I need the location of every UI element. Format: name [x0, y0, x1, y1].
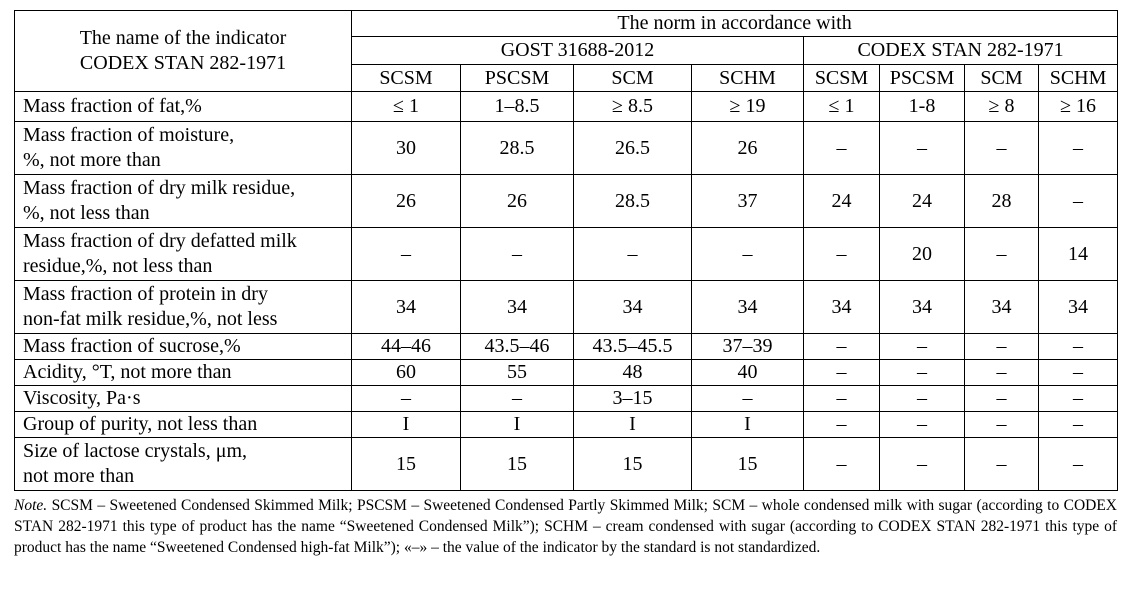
value-cell-codex-scsm: –	[804, 122, 880, 175]
value-cell-codex-scsm: –	[804, 360, 880, 386]
column-header-codex-scm: SCM	[965, 65, 1039, 92]
value-cell-gost-scm: 48	[574, 360, 692, 386]
value-cell-gost-scm: I	[574, 412, 692, 438]
value-cell-codex-scm: –	[965, 386, 1039, 412]
value-cell-codex-scsm: –	[804, 386, 880, 412]
value-cell-codex-pscsm: –	[880, 412, 965, 438]
indicator-name-cell	[15, 360, 352, 386]
value-cell-gost-pscsm: I	[461, 412, 574, 438]
value-cell-gost-scm: 34	[574, 281, 692, 334]
indicator-name-cell	[15, 92, 352, 122]
table-row	[15, 281, 1118, 334]
value-cell-codex-pscsm: 34	[880, 281, 965, 334]
value-cell-codex-scsm: –	[804, 334, 880, 360]
value-cell-gost-scsm: I	[352, 412, 461, 438]
value-cell-codex-scm: –	[965, 122, 1039, 175]
value-cell-codex-scm: –	[965, 438, 1039, 491]
value-cell-codex-pscsm: 1-8	[880, 92, 965, 122]
value-cell-codex-schm: 14	[1039, 228, 1118, 281]
value-cell-gost-scsm: 26	[352, 175, 461, 228]
table-row	[15, 122, 1118, 175]
indicator-name-header-line-2: CODEX STAN 282-1971	[79, 52, 287, 74]
value-cell-gost-pscsm: –	[461, 386, 574, 412]
value-cell-codex-schm: –	[1039, 175, 1118, 228]
standard-codex-header: CODEX STAN 282-1971	[804, 37, 1118, 65]
value-cell-gost-pscsm: 1–8.5	[461, 92, 574, 122]
column-header-codex-pscsm: PSCSM	[880, 65, 965, 92]
value-cell-gost-pscsm: 43.5–46	[461, 334, 574, 360]
table-row	[15, 438, 1118, 491]
value-cell-codex-pscsm: –	[880, 386, 965, 412]
indicator-name-cell	[15, 228, 352, 281]
value-cell-codex-pscsm: –	[880, 334, 965, 360]
indicator-name-cell	[15, 412, 352, 438]
value-cell-codex-scsm: 34	[804, 281, 880, 334]
value-cell-gost-scm: 28.5	[574, 175, 692, 228]
indicator-name-line: residue,%, not less than	[23, 255, 213, 277]
value-cell-gost-schm: 40	[692, 360, 804, 386]
value-cell-gost-schm: 26	[692, 122, 804, 175]
value-cell-gost-pscsm: 34	[461, 281, 574, 334]
value-cell-codex-scsm: –	[804, 438, 880, 491]
value-cell-gost-scsm: 30	[352, 122, 461, 175]
indicator-name-line: Group of purity, not less than	[23, 413, 258, 435]
indicator-name-line: %, not less than	[23, 202, 150, 224]
column-header-gost-scm: SCM	[574, 65, 692, 92]
value-cell-codex-schm: –	[1039, 386, 1118, 412]
value-cell-codex-pscsm: 24	[880, 175, 965, 228]
value-cell-gost-scm: 3–15	[574, 386, 692, 412]
value-cell-codex-scsm: –	[804, 228, 880, 281]
column-header-gost-pscsm: PSCSM	[461, 65, 574, 92]
value-cell-gost-pscsm: 15	[461, 438, 574, 491]
indicator-name-line: Mass fraction of dry defatted milk	[23, 230, 297, 252]
indicator-name-line: Mass fraction of protein in dry	[23, 283, 268, 305]
value-cell-codex-scsm: ≤ 1	[804, 92, 880, 122]
standard-gost-header: GOST 31688-2012	[352, 37, 804, 65]
table-row	[15, 386, 1118, 412]
indicator-name-line: Viscosity, Pa·s	[23, 387, 141, 409]
value-cell-gost-scsm: 60	[352, 360, 461, 386]
value-cell-codex-scm: –	[965, 228, 1039, 281]
value-cell-gost-pscsm: 28.5	[461, 122, 574, 175]
value-cell-gost-scsm: 15	[352, 438, 461, 491]
value-cell-gost-scm: 43.5–45.5	[574, 334, 692, 360]
value-cell-codex-scm: –	[965, 360, 1039, 386]
table-row	[15, 334, 1118, 360]
document-sheet	[14, 10, 1117, 558]
indicator-name-line: non-fat milk residue,%, not less	[23, 308, 278, 330]
value-cell-gost-schm: 15	[692, 438, 804, 491]
value-cell-codex-scm: 34	[965, 281, 1039, 334]
value-cell-codex-scm: –	[965, 412, 1039, 438]
table-row	[15, 360, 1118, 386]
table-row	[15, 92, 1118, 122]
value-cell-codex-schm: –	[1039, 438, 1118, 491]
indicator-name-cell	[15, 334, 352, 360]
indicator-name-cell	[15, 122, 352, 175]
value-cell-gost-scsm: –	[352, 386, 461, 412]
value-cell-codex-scm: –	[965, 334, 1039, 360]
note-label: Note.	[14, 497, 48, 514]
table-row	[15, 175, 1118, 228]
table-row	[15, 228, 1118, 281]
column-header-gost-scsm: SCSM	[352, 65, 461, 92]
value-cell-gost-scm: 26.5	[574, 122, 692, 175]
table-row	[15, 412, 1118, 438]
value-cell-gost-scm: ≥ 8.5	[574, 92, 692, 122]
value-cell-codex-scsm: –	[804, 412, 880, 438]
value-cell-codex-schm: –	[1039, 412, 1118, 438]
value-cell-gost-schm: ≥ 19	[692, 92, 804, 122]
value-cell-gost-scm: –	[574, 228, 692, 281]
note-text: SCSM – Sweetened Condensed Skimmed Milk; PSCSM – Sweetened Condensed Partly Skimmed Milk; SCM – whole condensed milk with sugar (according to CODEX STAN 282-1971 this type of product has the name “Sweetened Condensed Milk”); SCHM – cream condensed with sugar (according to CODEX STAN 282-1971 this type of product has the name “Sweetened Condensed high-fat Milk”); «–» – the value of the indicator by the standard is not standardized.	[14, 497, 1118, 556]
indicator-name-cell	[15, 281, 352, 334]
indicator-name-cell	[15, 386, 352, 412]
value-cell-codex-scsm: 24	[804, 175, 880, 228]
value-cell-codex-pscsm: 20	[880, 228, 965, 281]
indicator-name-line: not more than	[23, 465, 135, 487]
value-cell-gost-scsm: 44–46	[352, 334, 461, 360]
column-header-gost-schm: SCHM	[692, 65, 804, 92]
value-cell-codex-schm: –	[1039, 334, 1118, 360]
indicator-name-line: Acidity, °T, not more than	[23, 361, 232, 383]
value-cell-gost-schm: 37–39	[692, 334, 804, 360]
value-cell-codex-scm: 28	[965, 175, 1039, 228]
indicator-name-line: Size of lactose crystals, μm,	[23, 440, 247, 462]
indicator-name-line: Mass fraction of dry milk residue,	[23, 177, 296, 199]
value-cell-gost-scsm: ≤ 1	[352, 92, 461, 122]
indicator-name-header	[15, 11, 352, 92]
value-cell-codex-pscsm: –	[880, 360, 965, 386]
value-cell-gost-pscsm: –	[461, 228, 574, 281]
value-cell-gost-schm: I	[692, 412, 804, 438]
value-cell-gost-schm: 34	[692, 281, 804, 334]
value-cell-codex-schm: –	[1039, 122, 1118, 175]
column-header-codex-scsm: SCSM	[804, 65, 880, 92]
value-cell-gost-scsm: –	[352, 228, 461, 281]
indicator-name-cell	[15, 438, 352, 491]
value-cell-gost-schm: –	[692, 228, 804, 281]
indicator-name-line: Mass fraction of fat,%	[23, 95, 202, 117]
value-cell-gost-schm: 37	[692, 175, 804, 228]
table-note	[14, 495, 1117, 558]
indicator-name-cell	[15, 175, 352, 228]
value-cell-gost-pscsm: 55	[461, 360, 574, 386]
value-cell-gost-scm: 15	[574, 438, 692, 491]
indicator-name-line: %, not more than	[23, 149, 161, 171]
value-cell-gost-schm: –	[692, 386, 804, 412]
value-cell-gost-pscsm: 26	[461, 175, 574, 228]
indicator-name-line: Mass fraction of sucrose,%	[23, 335, 241, 357]
value-cell-gost-scsm: 34	[352, 281, 461, 334]
norm-title-header: The norm in accordance with	[352, 11, 1118, 37]
value-cell-codex-pscsm: –	[880, 438, 965, 491]
indicator-name-header-line-1: The name of the indicator	[79, 27, 287, 49]
header-row-norm	[15, 11, 1118, 37]
column-header-codex-schm: SCHM	[1039, 65, 1118, 92]
value-cell-codex-pscsm: –	[880, 122, 965, 175]
value-cell-codex-schm: –	[1039, 360, 1118, 386]
value-cell-codex-schm: 34	[1039, 281, 1118, 334]
value-cell-codex-schm: ≥ 16	[1039, 92, 1118, 122]
value-cell-codex-scm: ≥ 8	[965, 92, 1039, 122]
norms-table	[14, 10, 1118, 491]
indicator-name-line: Mass fraction of moisture,	[23, 124, 235, 146]
